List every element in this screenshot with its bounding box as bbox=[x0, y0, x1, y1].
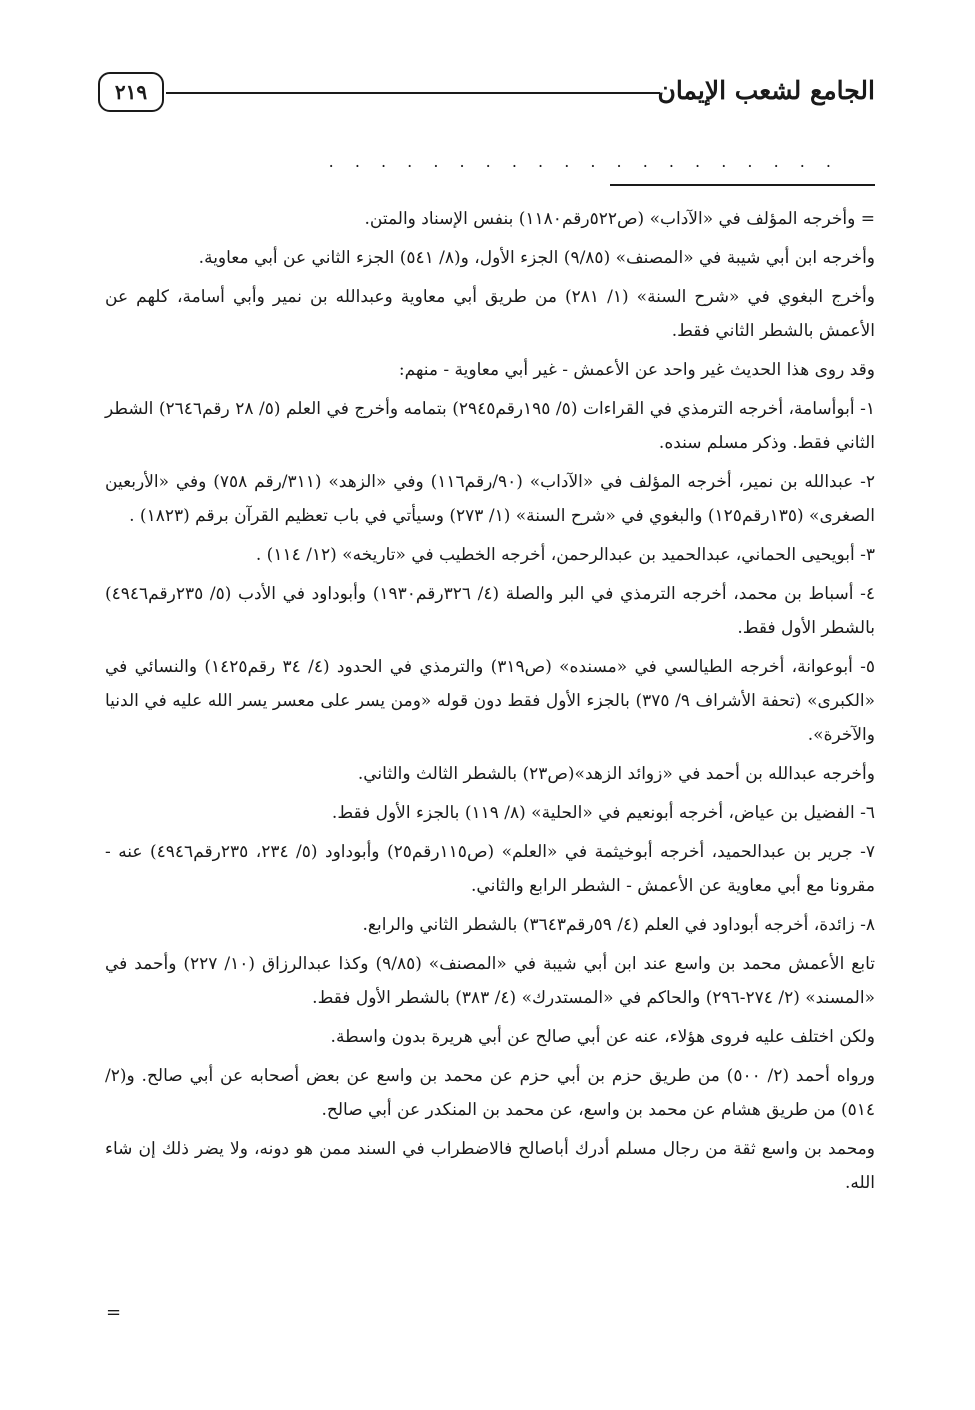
separator-dots: . . . . . . . . . . . . . . . . . . . . bbox=[328, 152, 839, 171]
footnote-paragraph: ٦- الفضيل بن عياض، أخرجه أبونعيم في «الحلية» (٨/ ١١٩) بالجزء الأول فقط. bbox=[331, 803, 875, 823]
footnote-rule bbox=[610, 184, 875, 186]
footnote-paragraph: ومحمد بن واسع ثقة من رجال مسلم أدرك أباصالح فالاضطراب في السند ممن هو دونه، ولا يضر ذلك إن شاء الله. bbox=[105, 1139, 875, 1193]
continuation-mark: = bbox=[106, 1302, 122, 1323]
footnote-paragraph: وأخرجه عبدالله بن أحمد في «زوائد الزهد»(ص٢٣) بالشطر الثالث والثاني. bbox=[357, 764, 875, 784]
header-rule bbox=[166, 92, 660, 94]
footnote-paragraph: ولكن اختلف عليه فروى هؤلاء، عنه عن أبي صالح عن أبي هريرة بدون واسطة. bbox=[330, 1027, 875, 1047]
footnote-paragraph: ١- أبوأسامة، أخرجه الترمذي في القراءات (٥/ ١٩٥رقم٢٩٤٥) بتمامه وأخرج في العلم (٥/ ٢٨ رقم٢٦٤٦) الشطر الثاني فقط. وذكر مسلم سنده. bbox=[105, 399, 876, 453]
page-header bbox=[98, 70, 875, 122]
footnote-paragraph: ٣- أبويحيى الحماني، عبدالحميد بن عبدالرحمن، أخرجه الخطيب في «تاريخه» (١٢/ ١١٤) . bbox=[255, 545, 875, 565]
footnote-paragraph: وقد روى هذا الحديث غير واحد عن الأعمش - غير أبي معاوية - منهم: bbox=[398, 360, 875, 380]
footnote-paragraph: وأخرج البغوي في «شرح السنة» (١/ ٢٨١) من طريق أبي معاوية وعبدالله بن نمير وأبي أسامة، كلهم عن الأعمش بالشطر الثاني فقط. bbox=[105, 287, 875, 341]
footnote-paragraph: = وأخرجه المؤلف في «الآداب» (ص٥٢٢رقم١١٨٠) بنفس الإسناد والمتن. bbox=[364, 209, 875, 229]
footnote-paragraph: ورواه أحمد (٢/ ٥٠٠) من طريق حزم بن أبي حزم عن محمد بن واسع عن بعض أصحابه عن أبي صالح. و(٢/ ٥١٤) من طريق هشام عن محمد بن واسع، عن محمد بن المنكدر عن أبي صالح. bbox=[105, 1066, 875, 1120]
footnote-paragraph: ٥- أبوعوانة، أخرجه الطيالسي في «مسنده» (ص٣١٩) والترمذي في الحدود (٤/ ٣٤ رقم١٤٢٥) والنسائي في «الكبرى» (تحفة الأشراف ٩/ ٣٧٥) بالجزء الأول فقط دون قوله «ومن يسر على معسر يسر الله عليه في الدنيا والآخرة». bbox=[105, 657, 875, 745]
footnote-body bbox=[105, 202, 875, 1205]
footnote-paragraph: تابع الأعمش محمد بن واسع عند ابن أبي شيبة في «المصنف» (٩/٨٥) وكذا عبدالرزاق (١٠/ ٢٢٧) وأحمد في «المسند» (٢/ ٢٧٤-٢٩٦) والحاكم في «المستدرك» (٤/ ٣٨٣) بالشطر الأول فقط. bbox=[105, 954, 875, 1008]
footnote-paragraph: ٤- أسباط بن محمد، أخرجه الترمذي في البر والصلة (٤/ ٣٢٦رقم١٩٣٠) وأبوداود في الأدب (٥/ ٢٣٥رقم٤٩٤٦) بالشطر الأول فقط. bbox=[105, 584, 875, 638]
footnote-paragraph: ٢- عبدالله بن نمير، أخرجه المؤلف في «الآداب» (٩٠/رقم١١٦) وفي «الزهد» (٣١١/رقم ٧٥٨) وفي «الأربعين الصغرى» (١٣٥رقم١٢٥) والبغوي في «شرح السنة» (١/ ٢٧٣) وسيأتي في باب تعظيم القرآن برقم (١٨٢٣) . bbox=[105, 472, 875, 526]
page-number: ٢١٩ bbox=[98, 72, 164, 112]
footnote-paragraph: وأخرجه ابن أبي شيبة في «المصنف» (٩/٨٥) الجزء الأول، و(٨/ ٥٤١) الجزء الثاني عن أبي معاوية. bbox=[198, 248, 875, 268]
running-title: الجامع لشعب الإيمان bbox=[657, 76, 875, 105]
footnote-paragraph: ٧- جرير بن عبدالحميد، أخرجه أبوخيثمة في «العلم» (ص١١٥رقم٢٥) وأبوداود (٥/ ٢٣٤، ٢٣٥رقم٤٩٤٦) عنه - مقرونا مع أبي معاوية عن الأعمش - الشطر الرابع والثاني. bbox=[105, 842, 876, 896]
footnote-paragraph: ٨- زائدة، أخرجه أبوداود في العلم (٤/ ٥٩رقم٣٦٤٣) بالشطر الثاني والرابع. bbox=[362, 915, 875, 935]
